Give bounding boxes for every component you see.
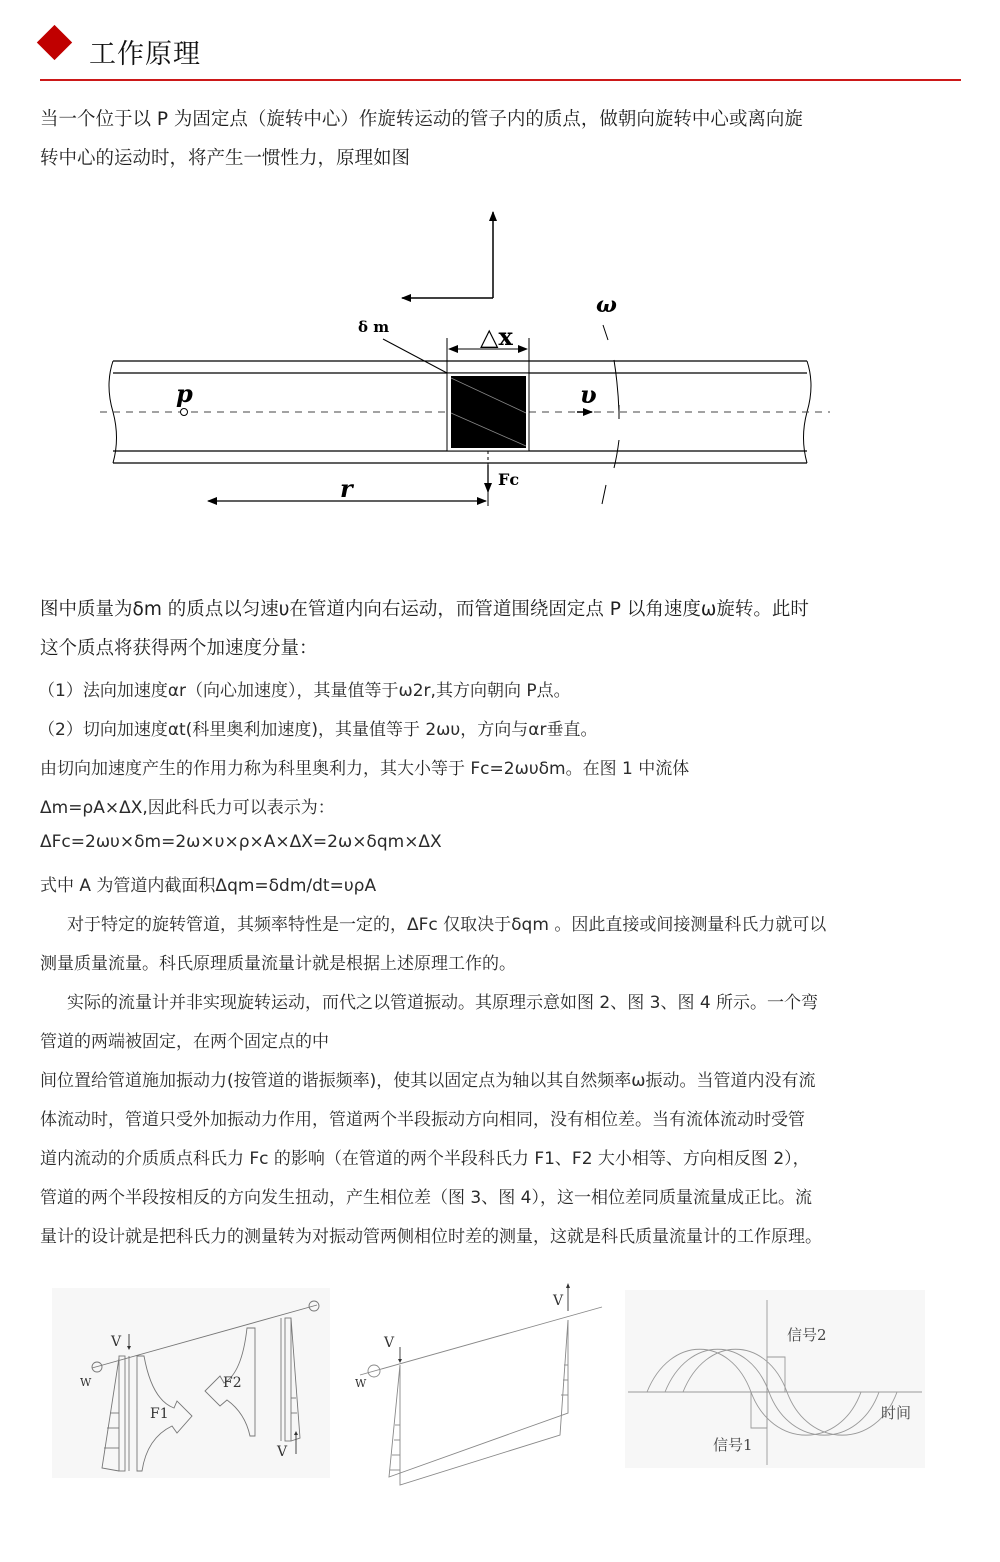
label-f1: F1 — [150, 1406, 169, 1422]
label-v-bottom: V — [277, 1444, 288, 1460]
body-line: 管道的两端被固定，在两个固定点的中 — [40, 1032, 329, 1052]
figure-coriolis-forces — [52, 1288, 330, 1478]
body-line: （1）法向加速度αr（向心加速度），其量值等于ω2r,其方向朝向 P点。 — [38, 681, 571, 701]
body-line: 实际的流量计并非实现旋转运动，而代之以管道振动。其原理示意如图 2、图 3、图 4 所示。一个弯 — [67, 993, 819, 1013]
body-line: 量计的设计就是把科氏力的测量转为对振动管两侧相位时差的测量，这就是科氏质量流量计的工作原理。 — [40, 1227, 822, 1247]
body-line: 这个质点将获得两个加速度分量： — [40, 638, 318, 659]
body-line: 测量质量流量。科氏原理质量流量计就是根据上述原理工作的。 — [40, 954, 516, 974]
label-v-right: V — [553, 1293, 564, 1309]
body-line: （2）切向加速度αt(科里奥利加速度)，其量值等于 2ωυ，方向与αr垂直。 — [38, 720, 598, 740]
label-omega: ω — [596, 292, 617, 318]
section-title: 工作原理 — [89, 39, 201, 70]
diamond-bullet-icon — [37, 25, 72, 60]
body-line: 图中质量为δm 的质点以匀速υ在管道内向右运动，而管道围绕固定点 P 以角速度ω旋转。此时 — [40, 599, 809, 620]
body-line: 式中 A 为管道内截面积Δqm=δdm/dt=υρA — [40, 876, 377, 896]
intro-paragraph — [40, 100, 960, 178]
body-paragraph-1 — [40, 590, 960, 668]
label-velocity: υ — [580, 380, 597, 409]
label-coriolis-force: Fc — [498, 470, 520, 489]
intro-line-2: 转中心的运动时，将产生一惯性力，原理如图 — [40, 148, 411, 169]
label-v-top: V — [111, 1334, 122, 1350]
omega-arc — [602, 325, 619, 504]
mass-element — [447, 373, 529, 451]
signal2-pulse — [767, 1357, 785, 1392]
figure-tube-twist — [340, 1275, 615, 1490]
intro-line-1: 当一个位于以 P 为固定点（旋转中心）作旋转运动的管子内的质点，做朝向旋转中心或离向旋 — [40, 109, 803, 130]
figure-rotating-pipe — [100, 200, 830, 520]
label-f2: F2 — [223, 1375, 242, 1391]
body-line: 对于特定的旋转管道，其频率特性是一定的，ΔFc 仅取决于δqm 。因此直接或间接测量科氏力就可以 — [67, 915, 827, 935]
body-line: ΔFc=2ωυ×δm=2ω×υ×ρ×A×ΔX=2ω×δqm×ΔX — [40, 832, 442, 852]
label-delta-m: δ m — [358, 318, 390, 336]
body-line: 管道的两个半段按相反的方向发生扭动，产生相位差（图 3、图 4），这一相位差同质量流量成正比。流 — [40, 1188, 812, 1208]
label-p: p — [176, 379, 193, 408]
label-delta-x: △x — [480, 322, 513, 351]
label-radius: r — [340, 474, 353, 503]
body-line: 由切向加速度产生的作用力称为科里奥利力，其大小等于 Fc=2ωυδm。在图 1 中流体 — [40, 759, 690, 779]
label-w: W — [80, 1376, 92, 1389]
body-line: 道内流动的介质质点科氏力 Fc 的影响（在管道的两个半段科氏力 F1、F2 大小相等、方向相反图 2）， — [40, 1149, 810, 1169]
coordinate-axes — [402, 212, 493, 298]
body-line: 体流动时，管道只受外加振动力作用，管道两个半段振动方向相同，没有相位差。当有流体流动时受管 — [40, 1110, 805, 1130]
label-signal2: 信号2 — [787, 1326, 827, 1344]
center-point-p — [181, 409, 188, 416]
label-v-left: V — [384, 1335, 395, 1351]
body-line: Δm=ρA×ΔX,因此科氏力可以表示为： — [40, 798, 335, 818]
figure-phase-signals — [625, 1290, 925, 1468]
body-line: 间位置给管道施加振动力(按管道的谐振频率)，使其以固定点为轴以其自然频率ω振动。当管道内没有流 — [40, 1071, 816, 1091]
label-signal1: 信号1 — [713, 1436, 753, 1454]
label-w: W — [355, 1377, 367, 1390]
label-time: 时间 — [881, 1404, 912, 1422]
header-divider — [40, 79, 961, 81]
section-header — [40, 28, 961, 82]
